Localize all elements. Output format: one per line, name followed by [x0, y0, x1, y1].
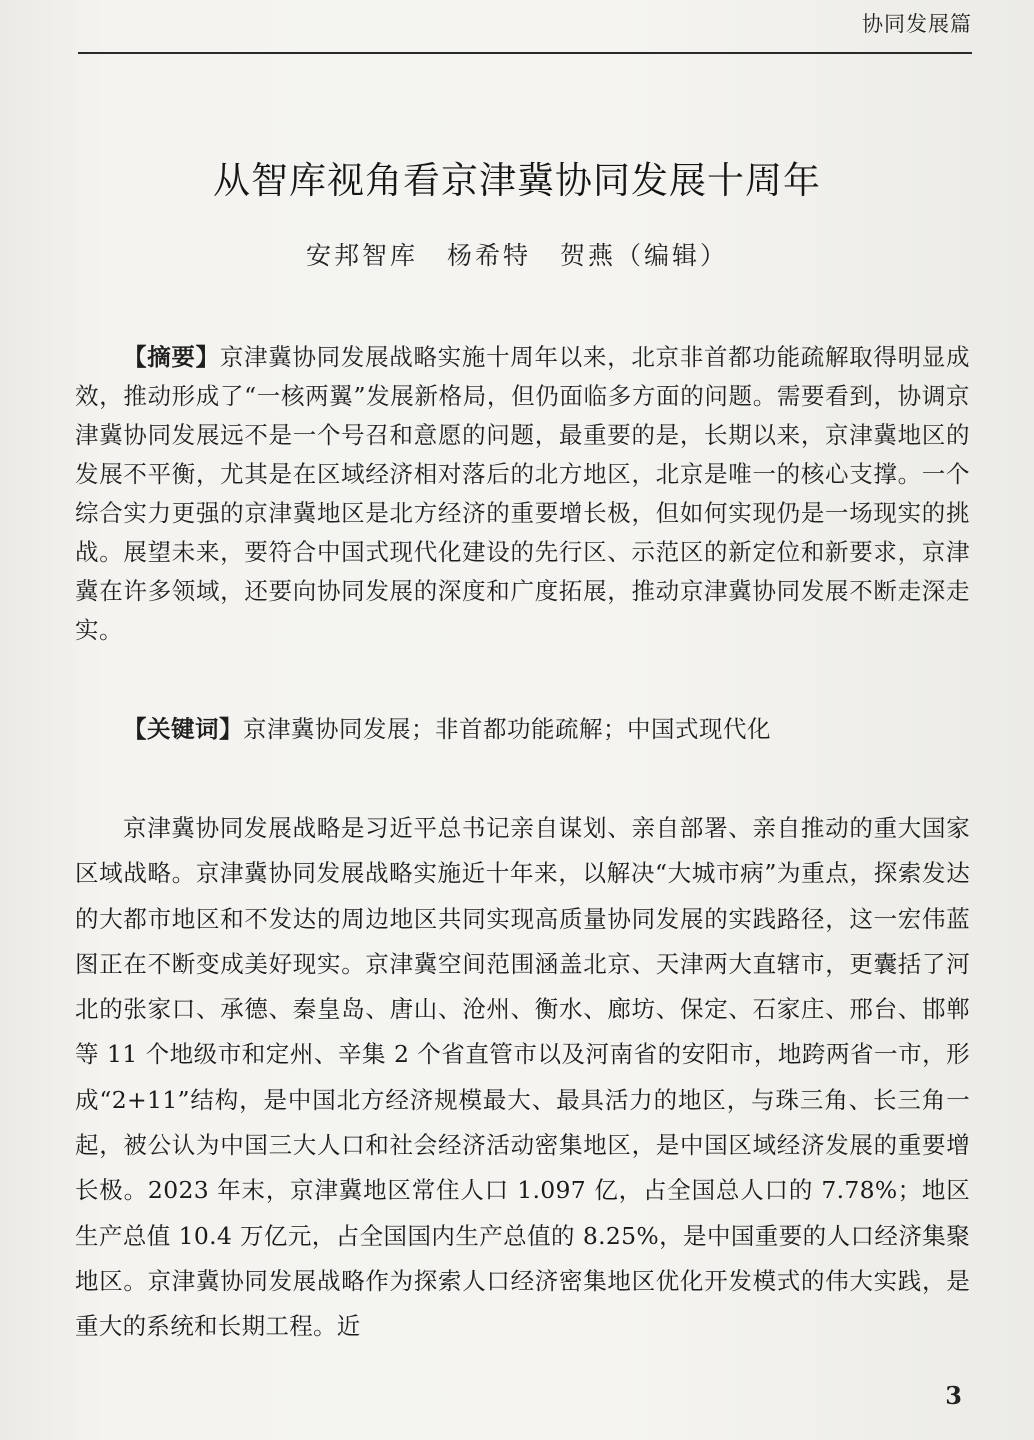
abstract	[75, 338, 970, 650]
keywords-text: 京津冀协同发展；非首都功能疏解；中国式现代化	[243, 715, 771, 743]
byline	[0, 236, 1034, 272]
abstract-text: 京津冀协同发展战略实施十周年以来，北京非首都功能疏解取得明显成效，推动形成了“一核两翼”发展新格局，但仍面临多方面的问题。需要看到，协调京津冀协同发展远不是一个号召和意愿的问题，最重要的是，长期以来，京津冀地区的发展不平衡，尤其是在区域经济相对落后的北方地区，北京是唯一的核心支撑。一个综合实力更强的京津冀地区是北方经济的重要增长极，但如何实现仍是一场现实的挑战。展望未来，要符合中国式现代化建设的先行区、示范区的新定位和新要求，京津冀在许多领域，还要向协同发展的深度和广度拓展，推动京津冀协同发展不断走深走实。	[75, 343, 971, 644]
article-title: 从智库视角看京津冀协同发展十周年	[213, 159, 821, 202]
keywords-label: 【关键词】	[123, 715, 243, 743]
body-paragraph: 京津冀协同发展战略是习近平总书记亲自谋划、亲自部署、亲自推动的重大国家区域战略。京津冀协同发展战略实施近十年来，以解决“大城市病”为重点，探索发达的大都市地区和不发达的周边地区共同实现高质量协同发展的实践路径，这一宏伟蓝图正在不断变成美好现实。京津冀空间范围涵盖北京、天津两大直辖市，更囊括了河北的张家口、承德、秦皇岛、唐山、沧州、衡水、廊坊、保定、石家庄、邢台、邯郸等 11 个地级市和定州、辛集 2 个省直管市以及河南省的安阳市，地跨两省一市，形成“2+11”结构，是中国北方经济规模最大、最具活力的地区，与珠三角、长三角一起，被公认为中国三大人口和社会经济活动密集地区，是中国区域经济发展的重要增长极。2023 年末，京津冀地区常住人口 1.097 亿，占全国总人口的 7.78%；地区生产总值 10.4 万亿元，占全国国内生产总值的 8.25%，是中国重要的人口经济集聚地区。京津冀协同发展战略作为探索人口经济密集地区优化开发模式的伟大实践，是重大的系统和长期工程。近	[75, 814, 970, 1341]
running-header: 协同发展篇	[862, 12, 972, 36]
byline-author-2: 贺燕（编辑）	[559, 241, 728, 270]
byline-author-1: 杨希特	[446, 241, 531, 270]
byline-org: 安邦智库	[306, 241, 419, 270]
page-number: 3	[945, 1381, 962, 1410]
header-rule	[78, 52, 972, 54]
keywords	[75, 710, 970, 749]
abstract-label: 【摘要】	[123, 343, 220, 371]
